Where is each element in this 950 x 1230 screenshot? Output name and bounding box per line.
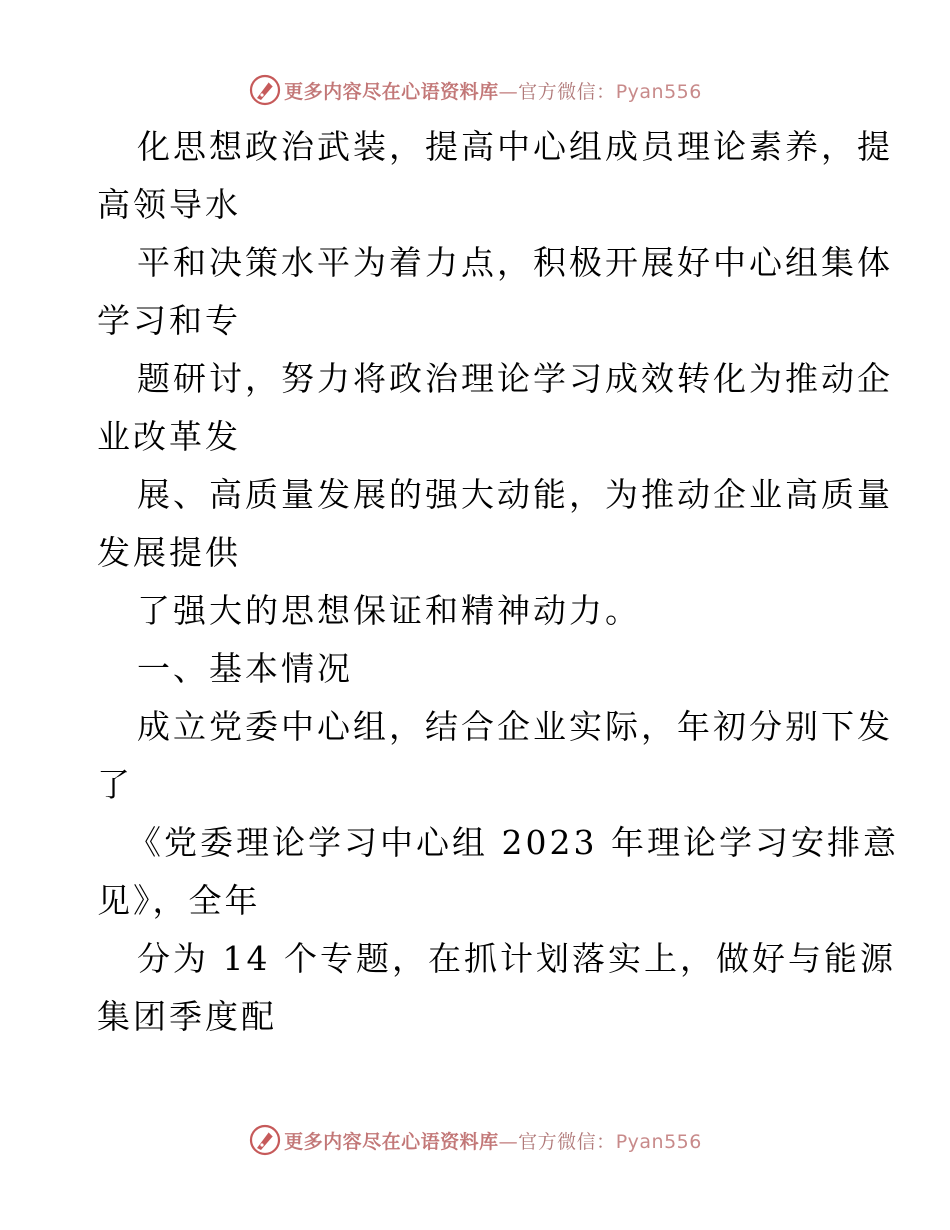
paragraph-line: 发展提供 xyxy=(97,533,241,572)
paragraph-line: 展、高质量发展的强大动能，为推动企业高质量 xyxy=(137,475,893,514)
paragraph xyxy=(0,234,950,350)
watermark-label: 官方微信： xyxy=(518,1130,616,1153)
watermark-label: 官方微信： xyxy=(518,80,616,103)
watermark-text xyxy=(284,77,702,104)
watermark-site: 更多内容尽在心语资料库 xyxy=(284,80,499,103)
heading-line: 一、基本情况 xyxy=(137,649,353,688)
paragraph xyxy=(0,698,950,814)
watermark-id: Pyan556 xyxy=(615,1130,702,1153)
paragraph-line: 《党委理论学习中心组 2023 年理论学习安排意 xyxy=(128,823,899,862)
watermark-text xyxy=(284,1127,702,1154)
paragraph-line: 见》，全年 xyxy=(97,881,261,920)
footer-watermark xyxy=(0,1120,950,1160)
paragraph xyxy=(0,466,950,582)
paragraph xyxy=(0,118,950,234)
paragraph-line: 业改革发 xyxy=(97,417,241,456)
paragraph-line: 成立党委中心组，结合企业实际，年初分别下发 xyxy=(137,707,893,746)
paragraph-line: 了 xyxy=(97,765,133,804)
watermark-site: 更多内容尽在心语资料库 xyxy=(284,1130,499,1153)
paragraph-line: 高领导水 xyxy=(97,185,241,224)
paragraph xyxy=(0,814,950,930)
pen-nib-logo-icon xyxy=(248,1123,282,1157)
paragraph xyxy=(0,930,950,1046)
paragraph xyxy=(0,350,950,466)
header-watermark xyxy=(0,70,950,110)
section-heading xyxy=(0,640,950,698)
paragraph-line: 学习和专 xyxy=(97,301,241,340)
paragraph-line: 集团季度配 xyxy=(97,997,277,1036)
paragraph-line: 了强大的思想保证和精神动力。 xyxy=(137,591,641,630)
document-body xyxy=(0,118,950,1046)
watermark-id: Pyan556 xyxy=(615,80,702,103)
paragraph xyxy=(0,582,950,640)
paragraph-line: 平和决策水平为着力点，积极开展好中心组集体 xyxy=(137,243,893,282)
pen-nib-logo-icon xyxy=(248,73,282,107)
watermark-dash: — xyxy=(498,1130,519,1153)
paragraph-line: 化思想政治武装，提高中心组成员理论素养，提 xyxy=(137,127,893,166)
paragraph-line: 分为 14 个专题，在抓计划落实上，做好与能源 xyxy=(137,939,896,978)
watermark-dash: — xyxy=(498,80,519,103)
paragraph-line: 题研讨，努力将政治理论学习成效转化为推动企 xyxy=(137,359,893,398)
